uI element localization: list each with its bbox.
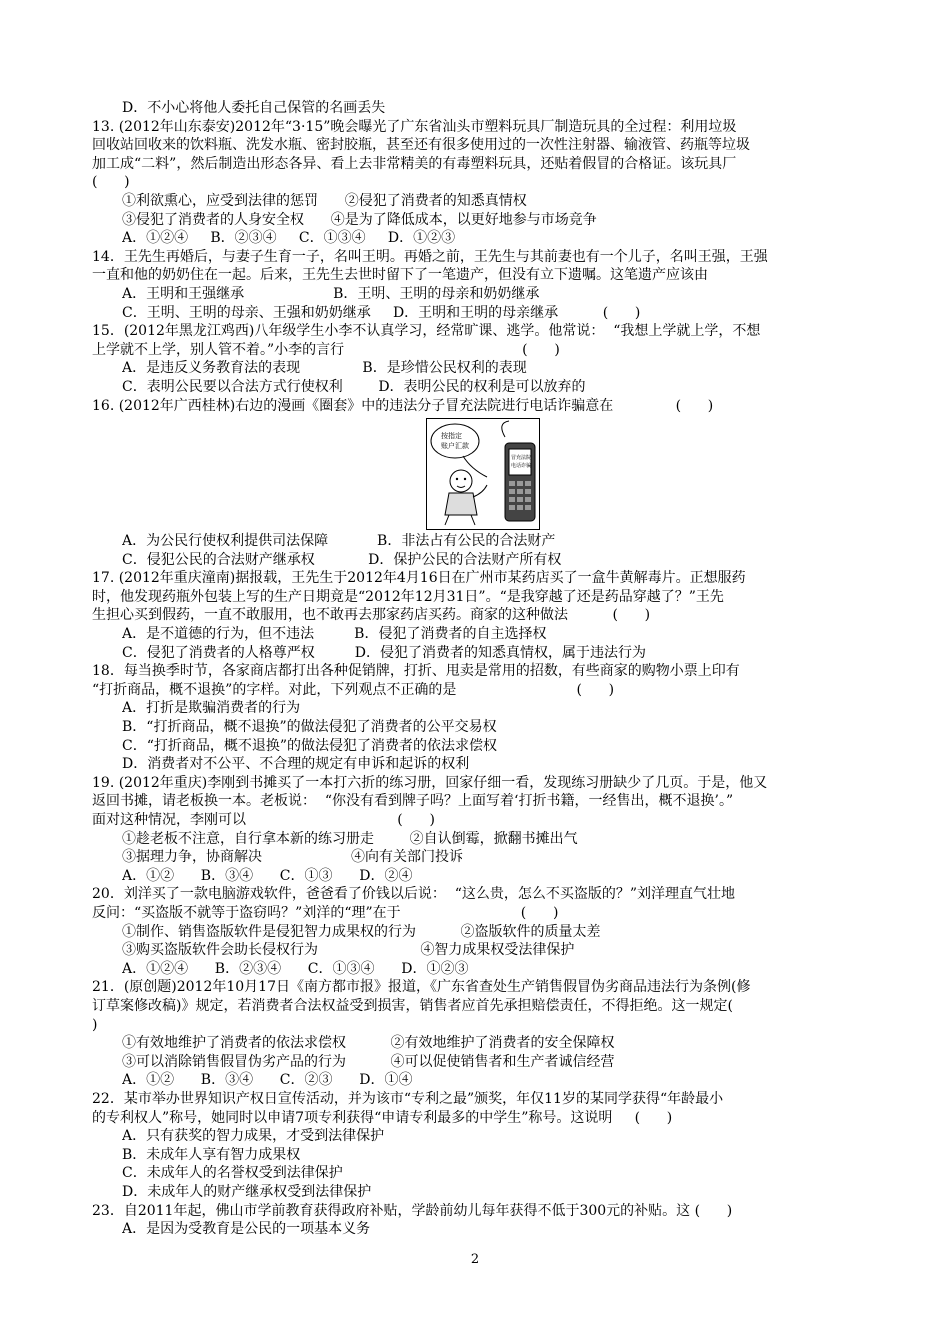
text-line: A．为公民行使权利提供司法保障 B．非法占有公民的合法财产 [122,533,556,549]
cartoon-scam-phone-icon [426,418,540,530]
text-line: A．打折是欺骗消费者的行为 [122,700,301,717]
text-line: 面对这种情况，李刚可以 ( ) [92,812,435,828]
text-line: 14．王先生再婚后，与妻子生育一子，名叫王明。再婚之前，王先生与其前妻也有一个儿子，名叫王强，王强 [92,248,768,265]
text-line: A．是违反义务教育法的表现 B．是珍惜公民权利的表现 [122,360,527,377]
text-line: C．侵犯了消费者的人格尊严权 D．侵犯了消费者的知悉真情权，属于违法行为 [122,644,646,661]
text-line: D．不小心将他人委托自己保管的名画丢失 [122,100,386,116]
text-line: ①利欲熏心，应受到法律的惩罚 ②侵犯了消费者的知悉真情权 [122,193,527,209]
text-line: A．①②④ B．②③④ C．①③④ D．①②③ [122,230,456,247]
text-line: 时，他发现药瓶外包装上写的生产日期竟是“2012年12月31日”。“是我穿越了还是药品穿越了？”王先 [92,588,724,605]
text-line: C．表明公民要以合法方式行使权利 D．表明公民的权利是可以放弃的 [122,379,586,395]
text-line: 19. (2012年重庆)李刚到书摊买了一本打六折的练习册，回家仔细一看，发现练习册缺少了几页。于是，他又 [92,774,768,791]
bubble-text-1: 按指定 [441,432,462,440]
text-line: 17. (2012年重庆潼南)据报载，王先生于2012年4月16日在广州市某药店买了一盒牛黄解毒片。正想服药 [92,570,746,587]
phone-screen-2: 电话诈骗 [511,463,532,469]
text-line: 返回书摊，请老板换一本。老板说： “你没有看到牌子吗？上面写着‘打折书籍，一经售出，概不退换’。” [92,793,734,810]
text-line: B．未成年人享有智力成果权 [122,1146,301,1163]
text-line: C．王明、王明的母亲、王强和奶奶继承 D．王明和王明的母亲继承 ( ) [122,304,641,321]
text-line: 一直和他的奶奶住在一起。后来，王先生去世时留下了一笔遗产，但没有立下遗嘱。这笔遗产应该由 [92,267,708,284]
text-line: 22．某市举办世界知识产权日宣传活动，并为该市“专利之最”颁奖，年仅11岁的某同学获得“年龄最小 [92,1091,724,1107]
text-line: 15．(2012年黑龙江鸡西)八年级学生小李不认真学习，经常旷课、逃学。他常说： “我想上学就上学，不想 [92,323,761,340]
text-line: “打折商品，概不退换”的字样。对此，下列观点不正确的是 ( ) [92,681,615,698]
page-number: 2 [470,1252,480,1267]
text-line: D．未成年人的财产继承权受到法律保护 [122,1184,372,1200]
phone-screen-1: 冒充法院 [511,455,532,461]
text-line: ③购买盗版软件会助长侵权行为 ④智力成果权受法律保护 [122,942,575,959]
text-line: C．未成年人的名誉权受到法律保护 [122,1165,343,1182]
text-line: C．侵犯公民的合法财产继承权 D．保护公民的合法财产所有权 [122,551,562,568]
bubble-text-2: 账户汇款 [441,442,469,450]
text-line: ③可以消除销售假冒伪劣产品的行为 ④可以促使销售者和生产者诚信经营 [122,1053,615,1070]
text-line: A．是因为受教育是公民的一项基本义务 [122,1221,371,1238]
text-line: D．消费者对不公平、不合理的规定有申诉和起诉的权利 [122,756,470,773]
text-line: 的专利权人”称号，她同时以申请7项专利获得“申请专利最多的中学生”称号。这说明 ( ) [92,1109,673,1126]
text-line: 回收站回收来的饮料瓶、洗发水瓶、密封胶瓶，甚至还有很多使用过的一次性注射器、输液管、药瓶等垃圾 [92,137,750,154]
text-line: ①趁老板不注意，自行拿本新的练习册走 ②自认倒霉，掀翻书摊出气 [122,830,578,847]
text-line: A．①② B．③④ C．②③ D．①④ [122,1072,413,1089]
text-line: 13. (2012年山东泰安)2012年“3·15”晚会曝光了广东省汕头市塑料玩具厂制造玩具的全过程：利用垃圾 [92,118,737,135]
text-line: ③据理力争，协商解决 ④向有关部门投诉 [122,849,464,866]
text-line: A．是不道德的行为，但不违法 B．侵犯了消费者的自主选择权 [122,626,547,642]
text-line: 20．刘洋买了一款电脑游戏软件，爸爸看了价钱以后说： “这么贵，怎么不买盗版的？”刘洋理直气壮地 [92,886,736,903]
text-line: 23．自2011年起，佛山市学前教育获得政府补贴，学龄前幼儿每年获得不低于300元的补贴。这 ( ) [92,1202,733,1219]
text-line: 16. (2012年广西桂林)右边的漫画《圈套》中的违法分子冒充法院进行电话诈骗意在 ( ) [92,397,714,414]
text-line: A．①② B．③④ C．①③ D．②④ [122,867,413,884]
text-line: 18．每当换季时节，各家商店都打出各种促销牌，打折、甩卖是常用的招数，有些商家的购物小票上印有 [92,663,740,680]
text-line: 反问：“买盗版不就等于盗窃吗？”刘洋的“理”在于 ( ) [92,905,559,921]
text-line: 订草案修改稿)》规定，若消费者合法权益受到损害，销售者应首先承担赔偿责任，不得拒绝。这一规定( [92,998,733,1014]
text-line: ) [92,1016,98,1033]
text-line: ①制作、销售盗版软件是侵犯智力成果权的行为 ②盗版软件的质量太差 [122,923,601,940]
text-line: ①有效地维护了消费者的依法求偿权 ②有效地维护了消费者的安全保障权 [122,1035,615,1052]
text-line: A．①②④ B．②③④ C．①③④ D．①②③ [122,960,469,977]
text-line: ③侵犯了消费者的人身安全权 ④是为了降低成本，以更好地参与市场竞争 [122,211,597,228]
text-line: 上学就不上学，别人管不着。”小李的言行 ( ) [92,341,560,358]
text-line: 加工成“二料”，然后制造出形态各异、看上去非常精美的有毒塑料玩具，还贴着假冒的合格证。该玩具厂 [92,155,737,172]
text-line: 21．(原创题)2012年10月17日《南方都市报》报道，《广东省查处生产销售假冒伪劣商品违法行为条例(修 [92,979,751,996]
text-line: ( ) [92,174,130,191]
text-line: C．“打折商品，概不退换”的做法侵犯了消费者的依法求偿权 [122,737,498,754]
text-line: 生担心买到假药，一直不敢服用，也不敢再去那家药店买药。商家的这种做法 ( ) [92,607,651,624]
text-line: A．只有获奖的智力成果，才受到法律保护 [122,1128,385,1145]
text-line: A．王明和王强继承 B．王明、王明的母亲和奶奶继承 [122,286,540,302]
text-line: B．“打折商品，概不退换”的做法侵犯了消费者的公平交易权 [122,719,497,735]
